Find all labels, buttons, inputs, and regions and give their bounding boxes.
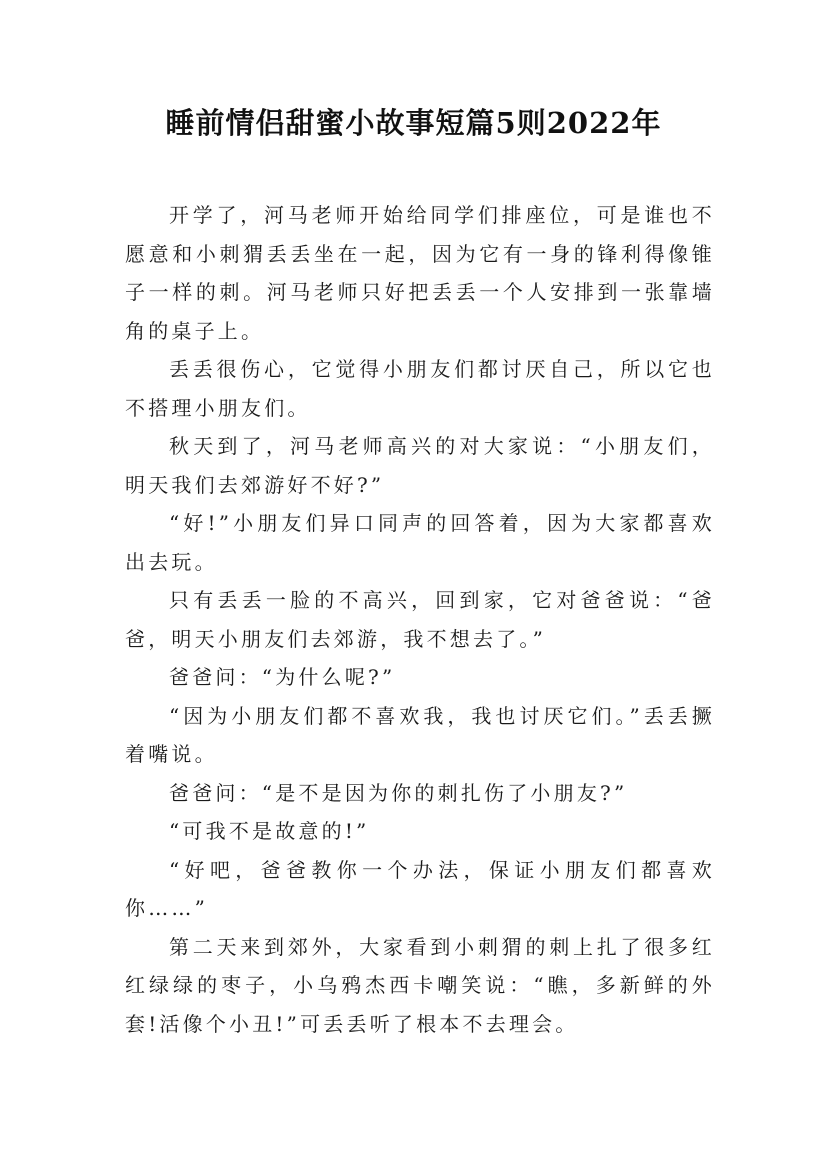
paragraph: 只有丢丢一脸的不高兴，回到家，它对爸爸说：“爸爸，明天小朋友们去郊游，我不想去了。” [125,588,715,651]
paragraph: “好!”小朋友们异口同声的回答着，因为大家都喜欢出去玩。 [125,511,715,574]
paragraph: “可我不是故意的!” [169,819,370,843]
document-body [125,196,715,1043]
paragraph: 爸爸问：“是不是因为你的刺扎伤了小朋友?” [169,780,628,805]
paragraph: 丢丢很伤心，它觉得小朋友们都讨厌自己，所以它也不搭理小朋友们。 [125,357,715,420]
paragraph: 秋天到了，河马老师高兴的对大家说：“小朋友们，明天我们去郊游好不好?” [125,434,715,497]
paragraph: 爸爸问：“为什么呢?” [169,665,396,689]
paragraph: 第二天来到郊外，大家看到小刺猬的刺上扎了很多红红绿绿的枣子，小乌鸦杰西卡嘲笑说：“瞧，多新鲜的外套!活像个小丑!”可丢丢听了根本不去理会。 [125,934,715,1036]
document-title: 睡前情侣甜蜜小故事短篇5则2022年 [165,106,662,140]
paragraph: “因为小朋友们都不喜欢我，我也讨厌它们。”丢丢撅着嘴说。 [125,703,715,766]
paragraph: “好吧，爸爸教你一个办法，保证小朋友们都喜欢你……” [125,857,715,920]
paragraph: 开学了，河马老师开始给同学们排座位，可是谁也不愿意和小刺猬丢丢坐在一起，因为它有一身的锋利得像锥子一样的刺。河马老师只好把丢丢一个人安排到一张靠墙角的桌子上。 [125,203,715,343]
